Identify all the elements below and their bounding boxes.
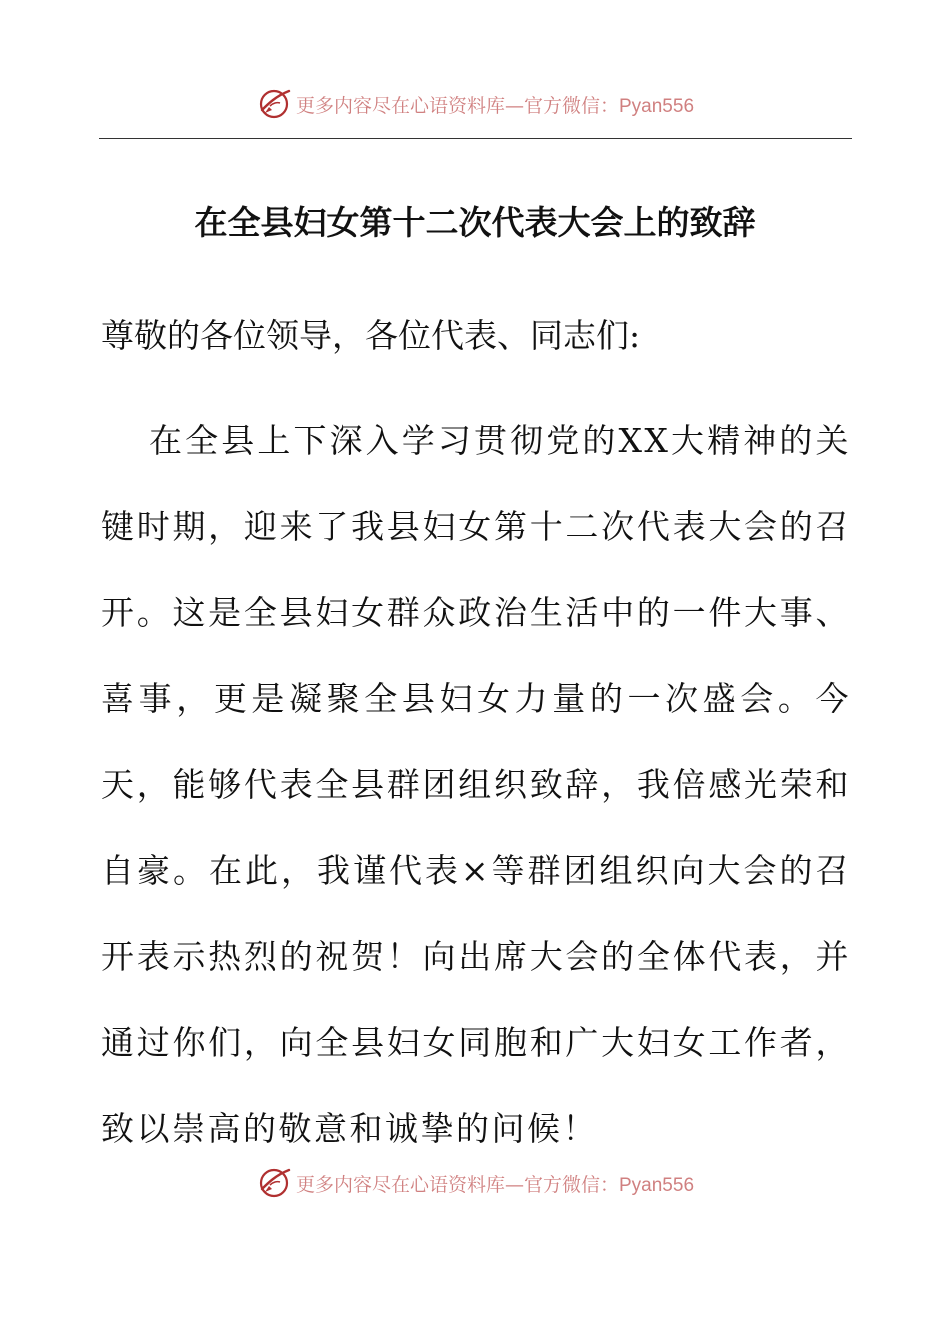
footer-banner-text: 更多内容尽在心语资料库—官方微信： (295, 1173, 619, 1196)
footer-banner-wechat: Pyan556 (619, 1174, 695, 1196)
body-paragraph: 在全县上下深入学习贯彻党的XX大精神的关键时期，迎来了我县妇女第十二次代表大会的召开。这是全县妇女群众政治生活中的一件大事、喜事，更是凝聚全县妇女力量的一次盛会。今天，能够代表全县群团组织致辞，我倍感光荣和自豪。在此，我谨代表×等群团组织向大会的召开表示热烈的祝贺！向出席大会的全体代表，并通过你们，向全县妇女同胞和广大妇女工作者，致以崇高的敬意和诚挚的问候！ (101, 421, 851, 1148)
header-divider (99, 138, 852, 139)
pen-logo-icon (256, 86, 292, 122)
header-banner-wechat: Pyan556 (619, 95, 695, 117)
header-banner-text: 更多内容尽在心语资料库—官方微信： (295, 94, 619, 117)
pen-logo-icon (256, 1165, 292, 1201)
footer-banner (0, 1161, 950, 1205)
header-banner (0, 82, 950, 126)
document-title: 在全县妇女第十二次代表大会上的致辞 (194, 203, 756, 242)
salutation: 尊敬的各位领导，各位代表、同志们: (101, 316, 641, 355)
